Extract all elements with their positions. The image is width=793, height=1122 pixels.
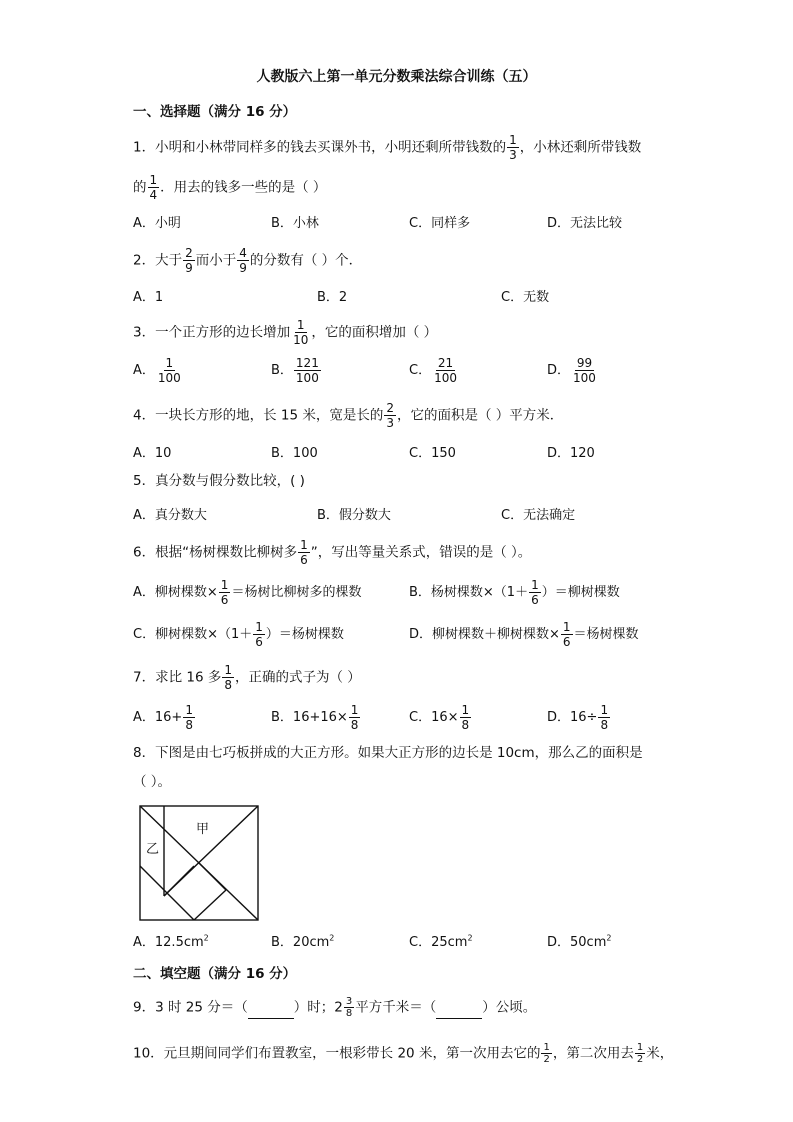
question-6: 6．根据“杨树棵数比柳树多 $\frac{1}{6}$ ”，写出等量关系式，错误的是（ ）。 xyxy=(133,538,532,567)
edge-line xyxy=(194,890,226,920)
fraction: $\frac{1}{3}$ xyxy=(509,133,517,162)
section-heading-fill: 二、填空题（满分 16 分） xyxy=(133,966,297,982)
option-c[interactable]: C．无法确定 xyxy=(501,508,576,523)
option-b[interactable]: B．2 xyxy=(317,290,348,305)
question-8-line-2: （ ）。 xyxy=(133,774,172,790)
question-8-line-1: 8．下图是由七巧板拼成的大正方形。如果大正方形的边长是 10cm，那么乙的面积是 xyxy=(133,745,643,761)
edge-line xyxy=(198,862,226,890)
option-b[interactable]: B．杨树棵数×（1＋ $\frac{1}{6}$ ）＝柳树棵数 xyxy=(409,578,620,607)
option-c[interactable]: C．柳树棵数×（1＋ $\frac{1}{6}$ ）＝杨树棵数 xyxy=(133,620,344,649)
question-7: 7．求比 16 多 $\frac{1}{8}$ ，正确的式子为（ ） xyxy=(133,663,361,692)
option-b[interactable]: B．16+16× $\frac{1}{8}$ xyxy=(271,703,359,732)
option-a[interactable]: A．小明 xyxy=(133,216,181,231)
option-b[interactable]: B．100 xyxy=(271,446,318,461)
option-c[interactable]: C．$25cm^2$ xyxy=(409,933,473,950)
option-a[interactable]: A．10 xyxy=(133,446,172,461)
question-10: 10．元旦期间同学们布置教室，一根彩带长 20 米，第一次用去它的 $\frac{1}{2}$ ，第二次用去 $\frac{1}{2}$ 米， xyxy=(133,1042,674,1065)
option-b[interactable]: B． $\frac{121}{100}$ xyxy=(271,356,319,385)
option-d[interactable]: D．无法比较 xyxy=(547,216,623,231)
page-title: 人教版六上第一单元分数乘法综合训练（五） xyxy=(256,69,537,85)
option-c[interactable]: C． $\frac{21}{100}$ xyxy=(409,356,457,385)
option-b[interactable]: B．假分数大 xyxy=(317,508,391,523)
fraction: $\frac{1}{4}$ xyxy=(149,173,158,202)
option-a[interactable]: A．$12.5cm^2$ xyxy=(133,933,209,950)
option-d[interactable]: D．$50cm^2$ xyxy=(547,933,612,950)
question-9: 9．3 时 25 分＝（ ）时；2 $\frac{3}{8}$ 平方千米＝（ ）公顷。 xyxy=(133,996,537,1019)
option-a[interactable]: A．柳树棵数× $\frac{1}{6}$ ＝杨树比柳树多的棵数 xyxy=(133,578,362,607)
question-4: 4．一块长方形的地，长 15 米，宽是长的 $\frac{2}{3}$ ，它的面积是（ ）平方米． xyxy=(133,401,564,430)
answer-blank[interactable] xyxy=(248,1004,294,1019)
option-c[interactable]: C．150 xyxy=(409,446,456,461)
answer-blank[interactable] xyxy=(436,1004,482,1019)
option-d[interactable]: D．柳树棵数＋柳树棵数× $\frac{1}{6}$ ＝杨树棵数 xyxy=(409,620,639,649)
option-a[interactable]: A．1 xyxy=(133,290,164,305)
question-3: 3．一个正方形的边长增加 $\frac{1}{10}$ ，它的面积增加（ ） xyxy=(133,318,438,347)
option-a[interactable]: A．真分数大 xyxy=(133,508,207,523)
option-d[interactable]: D．16÷ $\frac{1}{8}$ xyxy=(547,703,609,732)
question-1-line-2: 的 $\frac{1}{4}$ ．用去的钱多一些的是（ ） xyxy=(133,173,327,202)
label-jia: 甲 xyxy=(196,822,210,837)
option-b[interactable]: B．小林 xyxy=(271,216,319,231)
option-d[interactable]: D．120 xyxy=(547,446,595,461)
label-yi: 乙 xyxy=(146,842,160,857)
question-2: 2．大于 $\frac{2}{9}$ 而小于 $\frac{4}{9}$ 的分数有（ ）个． xyxy=(133,246,363,275)
section-heading-choice: 一、选择题（满分 16 分） xyxy=(133,104,297,120)
option-a[interactable]: A． $\frac{1}{100}$ xyxy=(133,356,181,385)
question-5: 5．真分数与假分数比较，( ) xyxy=(133,473,305,489)
option-c[interactable]: C．16× $\frac{1}{8}$ xyxy=(409,703,470,732)
edge-line xyxy=(164,866,194,896)
option-a[interactable]: A．16+ $\frac{1}{8}$ xyxy=(133,703,193,732)
option-c[interactable]: C．同样多 xyxy=(409,216,471,231)
option-d[interactable]: D． $\frac{99}{100}$ xyxy=(547,356,596,385)
question-1-line-1: 1．小明和小林带同样多的钱去买课外书，小明还剩所带钱数的 $\frac{1}{3}$ ，小林还剩所带钱数 xyxy=(133,133,642,162)
option-c[interactable]: C．无数 xyxy=(501,290,550,305)
option-b[interactable]: B．$20cm^2$ xyxy=(271,933,335,950)
